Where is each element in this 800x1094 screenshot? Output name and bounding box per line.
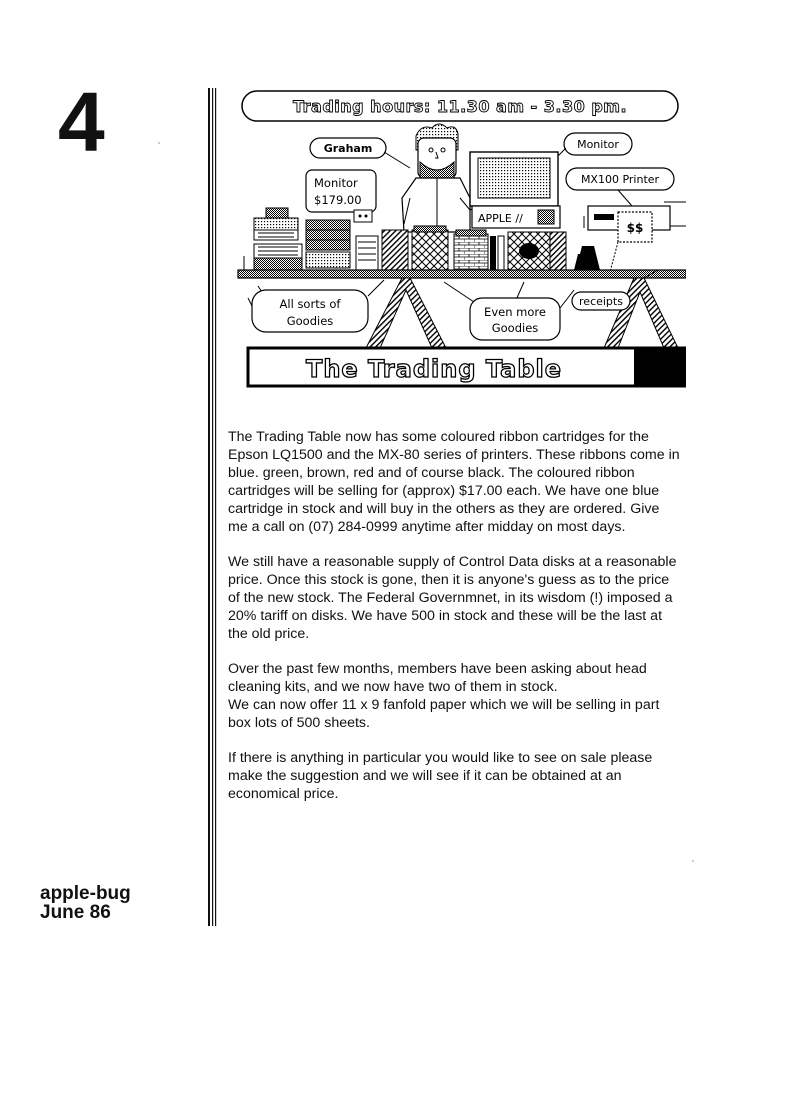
mx100-label xyxy=(566,168,674,206)
paragraph-cleaning-kits: Over the past few months, members have been asking about head cleaning kits, and we now have two of them in stock. We can now offer 11 x 9 fanfold paper which we will be selling in part box lots of 500 sheets. xyxy=(228,661,660,731)
column-rule xyxy=(207,88,217,926)
price-tag-line1: Monitor xyxy=(314,176,358,190)
title-bar xyxy=(248,348,686,386)
monitor-display xyxy=(470,152,558,214)
goodies-line1: All sorts of xyxy=(279,297,341,311)
receipts-text: receipts xyxy=(579,295,623,308)
article-body xyxy=(228,428,680,820)
graham-label xyxy=(310,138,410,168)
footer-date: June 86 xyxy=(40,902,111,923)
mx100-label-text: MX100 Printer xyxy=(580,173,660,186)
scan-speck xyxy=(692,860,694,862)
monitor-price-tag xyxy=(306,170,376,222)
apple-label-text: APPLE // xyxy=(478,212,523,225)
monitor-label-text: Monitor xyxy=(577,138,619,151)
paragraph-disks: We still have a reasonable supply of Control Data disks at a reasonable price. Once this stock is gone, then it is anyone's guess as to the price of the new stock. The Federal Governmnet, in its wisdom (!) imposed a 20% tariff on disks. We have 500 in stock and these will be the last at the old price. xyxy=(228,554,677,642)
receipts-bubble xyxy=(560,290,630,310)
trading-table-title: The Trading Table xyxy=(305,355,563,383)
more-goodies-line1: Even more xyxy=(484,305,546,319)
more-goodies-bubble xyxy=(444,282,560,340)
graham-label-text: Graham xyxy=(323,142,373,155)
money-text: $$ xyxy=(626,221,644,235)
footer-publication: apple-bug xyxy=(40,883,131,904)
page-number: 4 xyxy=(58,75,105,169)
trading-hours-banner xyxy=(242,91,678,121)
apple-computer xyxy=(472,206,560,228)
goodies-line2: Goodies xyxy=(286,314,334,328)
paragraph-suggestions: If there is anything in particular you would like to see on sale please make the suggestion and we will see if it can be obtained at an economical price. xyxy=(228,750,653,802)
more-goodies-line2: Goodies xyxy=(491,321,539,335)
trading-table-illustration xyxy=(234,86,686,390)
footer-masthead xyxy=(40,884,131,922)
price-tag-line2: $179.00 xyxy=(314,193,362,207)
trading-hours-text: Trading hours: 11.30 am - 3.30 pm. xyxy=(292,97,628,116)
scan-speck xyxy=(158,142,160,144)
monitor-label xyxy=(556,133,632,158)
paragraph-ribbons: The Trading Table now has some coloured ribbon cartridges for the Epson LQ1500 and the MX-80 series of printers. These ribbons come in blue. green, brown, red and of course black. The coloured ribbon cartridges will be selling for (approx) $17.00 each. We have one blue cartridge in stock and will buy in the others as they are ordered. Give me a call on (07) 284-0999 anytime after midday on most days. xyxy=(228,429,680,535)
goodies-bubble xyxy=(248,280,384,332)
table-top xyxy=(238,270,686,278)
